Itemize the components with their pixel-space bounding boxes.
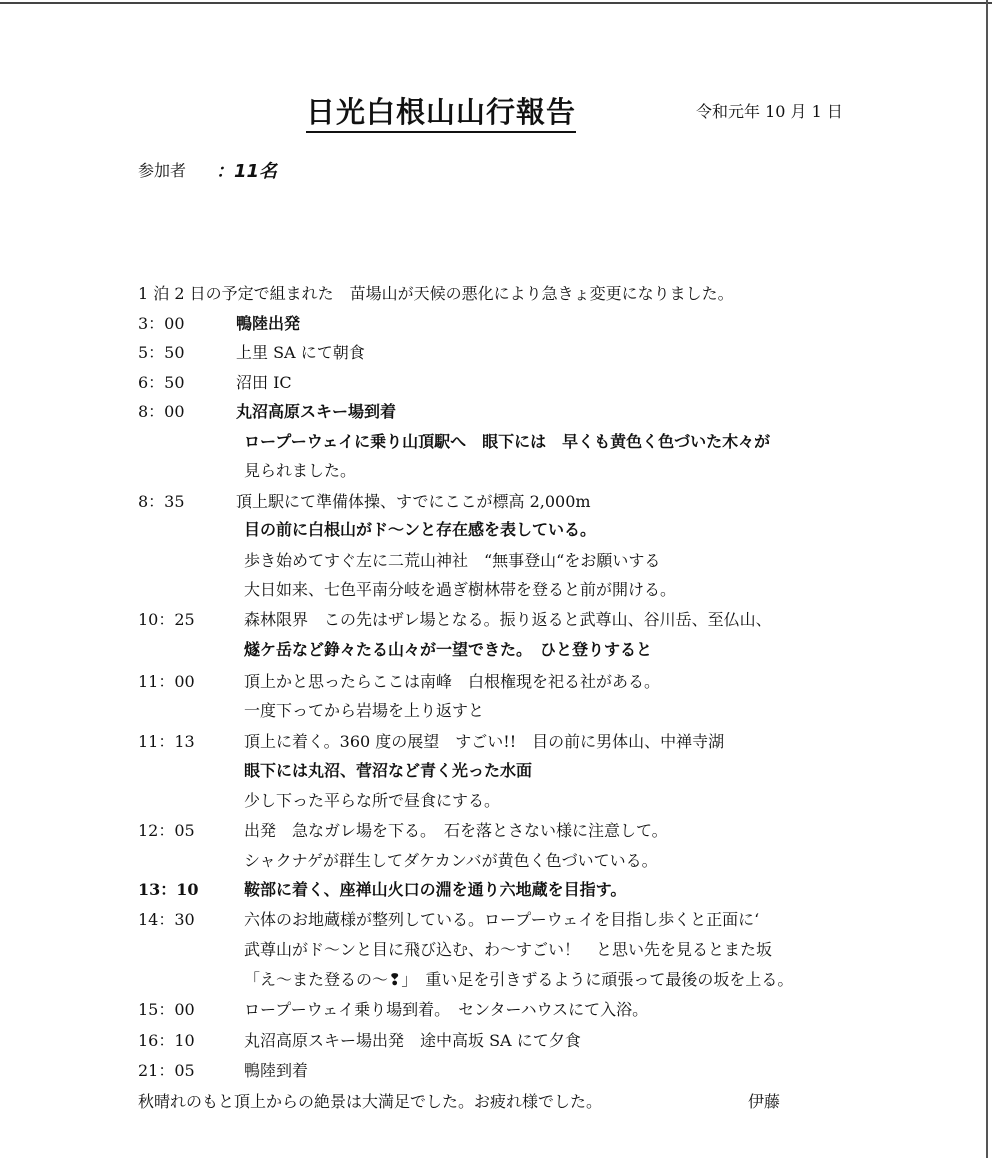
- entry-time: 16：10: [138, 1031, 195, 1050]
- entry-text: 上里 SA にて朝食: [236, 343, 365, 362]
- entry-text: ロープーウェイ乗り場到着。 センターハウスにて入浴。: [244, 1000, 649, 1019]
- entry-time: 3：00: [138, 314, 185, 333]
- entry-time: 6：50: [138, 373, 185, 392]
- entry-time: 15：00: [138, 1000, 195, 1019]
- entry-time: 13：10: [138, 880, 199, 899]
- entry-time: 10：25: [138, 610, 195, 629]
- entry-text: 見られました。: [244, 461, 357, 480]
- scan-edge-top: [0, 2, 992, 4]
- author-name: 伊藤: [748, 1092, 781, 1111]
- entry-text: 頂上に着く。360 度の展望 すごい!! 目の前に男体山、中禅寺湖: [244, 732, 725, 751]
- entry-text: 六体のお地蔵様が整列している。ロープーウェイを目指し歩くと正面に‘: [244, 910, 760, 929]
- report-date: 令和元年 10 月 1 日: [696, 102, 843, 121]
- entry-text: 一度下ってから岩場を上り返すと: [244, 701, 485, 720]
- entry-text: シャクナゲが群生してダケカンバが黄色く色づいている。: [244, 851, 658, 870]
- entry-text: ロープーウェイに乗り山頂駅へ 眼下には 早くも黄色く色づいた木々が: [244, 432, 771, 451]
- participants-label: 参加者: [138, 161, 187, 180]
- entry-text: 歩き始めてすぐ左に二荒山神社 “無事登山“をお願いする: [244, 551, 661, 570]
- entry-text: 丸沼高原スキー場到着: [236, 402, 397, 421]
- participants-count: ：11名: [216, 161, 278, 182]
- entry-text: 燧ケ岳など錚々たる山々が一望できた。 ひと登りすると: [244, 640, 653, 659]
- entry-time: 11：13: [138, 732, 195, 751]
- report-title: 日光白根山山行報告: [306, 94, 576, 133]
- entry-text: 頂上かと思ったらここは南峰 白根権現を祀る社がある。: [244, 672, 661, 691]
- entry-text: 武尊山がド～ンと目に飛び込む、わ～すごい！ と思い先を見るとまた坂: [244, 940, 773, 959]
- entry-time: 12：05: [138, 821, 195, 840]
- entry-text: 目の前に白根山がド～ンと存在感を表している。: [244, 520, 597, 539]
- entry-text: 大日如来、七色平南分岐を過ぎ樹林帯を登ると前が開ける。: [244, 580, 677, 599]
- entry-text: 丸沼高原スキー場出発 途中高坂 SA にて夕食: [244, 1031, 581, 1050]
- entry-text: 「え～また登るの～❢」 重い足を引きずるように頑張って最後の坂を上る。: [244, 970, 794, 989]
- intro-text: 1 泊 2 日の予定で組まれた 苗場山が天候の悪化により急きょ変更になりました。: [138, 284, 734, 303]
- closing-remark: 秋晴れのもと頂上からの絶景は大満足でした。お疲れ様でした。: [138, 1092, 603, 1111]
- entry-time: 21：05: [138, 1061, 195, 1080]
- scan-edge-right: [986, 0, 988, 1158]
- entry-text: 沼田 IC: [236, 373, 292, 392]
- entry-text: 頂上駅にて準備体操、すでにここが標高 2,000m: [236, 492, 591, 511]
- entry-time: 8：00: [138, 402, 185, 421]
- entry-text: 鴨陸出発: [236, 314, 301, 333]
- entry-text: 鞍部に着く、座禅山火口の淵を通り六地蔵を目指す。: [244, 880, 627, 899]
- entry-text: 森林限界 この先はザレ場となる。振り返ると武尊山、谷川岳、至仏山、: [244, 610, 772, 629]
- entry-text: 出発 急なガレ場を下る。 石を落とさない様に注意して。: [244, 821, 668, 840]
- entry-text: 眼下には丸沼、菅沼など青く光った水面: [244, 761, 533, 780]
- entry-text: 少し下った平らな所で昼食にする。: [244, 791, 501, 810]
- entry-text: 鴨陸到着: [244, 1061, 309, 1080]
- entry-time: 8：35: [138, 492, 185, 511]
- entry-time: 14：30: [138, 910, 195, 929]
- entry-time: 5：50: [138, 343, 185, 362]
- entry-time: 11：00: [138, 672, 195, 691]
